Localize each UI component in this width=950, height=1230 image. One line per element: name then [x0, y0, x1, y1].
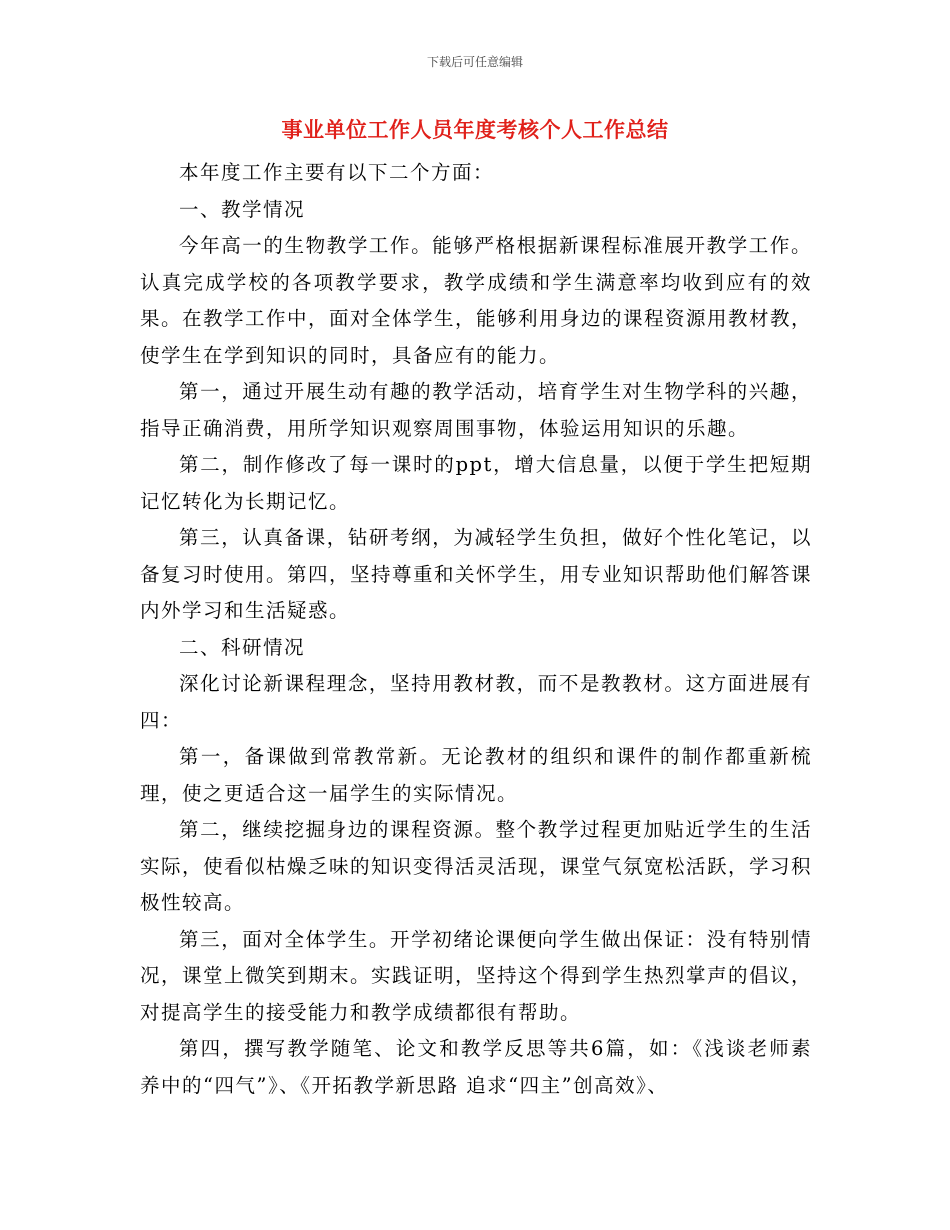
paragraph-teaching-overview: 今年高一的生物教学工作。能够严格根据新课程标准展开教学工作。认真完成学校的各项教学要求，教学成绩和学生满意率均收到应有的效果。在教学工作中，面对全体学生，能够利用身边的课程资源用教材教，使学生在学到知识的同时，具备应有的能力。 [140, 234, 813, 367]
paragraph-research-point-3: 第三，面对全体学生。开学初绪论课便向学生做出保证：没有特别情况，课堂上微笑到期末。实践证明，坚持这个得到学生热烈掌声的倡议，对提高学生的接受能力和教学成绩都很有帮助。 [140, 927, 813, 1024]
paragraph-research-overview: 深化讨论新课程理念，坚持用教材教，而不是教教材。这方面进展有四： [140, 672, 812, 732]
paragraph-research-point-1: 第一，备课做到常教常新。无论教材的组织和课件的制作都重新梳理，使之更适合这一届学生的实际情况。 [140, 745, 812, 805]
paragraph-intro: 本年度工作主要有以下二个方面： [179, 161, 495, 184]
paragraph-teaching-point-3-4: 第三，认真备课，钻研考纲，为减轻学生负担，做好个性化笔记，以备复习时使用。第四，坚持尊重和关怀学生，用专业知识帮助他们解答课内外学习和生活疑惑。 [140, 526, 813, 622]
document-body [140, 155, 812, 1104]
paragraph-research-point-4: 第四，撰写教学随笔、论文和教学反思等共6篇，如：《浅谈老师素养中的“四气”》、《开拓教学新思路 追求“四主”创高效》、 [140, 1037, 812, 1097]
section-heading-research: 二、科研情况 [179, 635, 306, 659]
paragraph-research-point-2: 第二，继续挖掘身边的课程资源。整个教学过程更加贴近学生的生活实际，使看似枯燥乏味的知识变得活灵活现，课堂气氛宽松活跃，学习积极性较高。 [140, 818, 813, 914]
document-title: 事业单位工作人员年度考核个人工作总结 [281, 118, 669, 142]
paragraph-teaching-point-2: 第二，制作修改了每一课时的ppt，增大信息量，以便于学生把短期记忆转化为长期记忆。 [140, 453, 812, 513]
header-note: 下载后可任意编辑 [426, 55, 523, 69]
paragraph-teaching-point-1: 第一，通过开展生动有趣的教学活动，培育学生对生物学科的兴趣，指导正确消费，用所学知识观察周围事物，体验运用知识的乐趣。 [140, 380, 812, 440]
section-heading-teaching: 一、教学情况 [179, 197, 306, 221]
